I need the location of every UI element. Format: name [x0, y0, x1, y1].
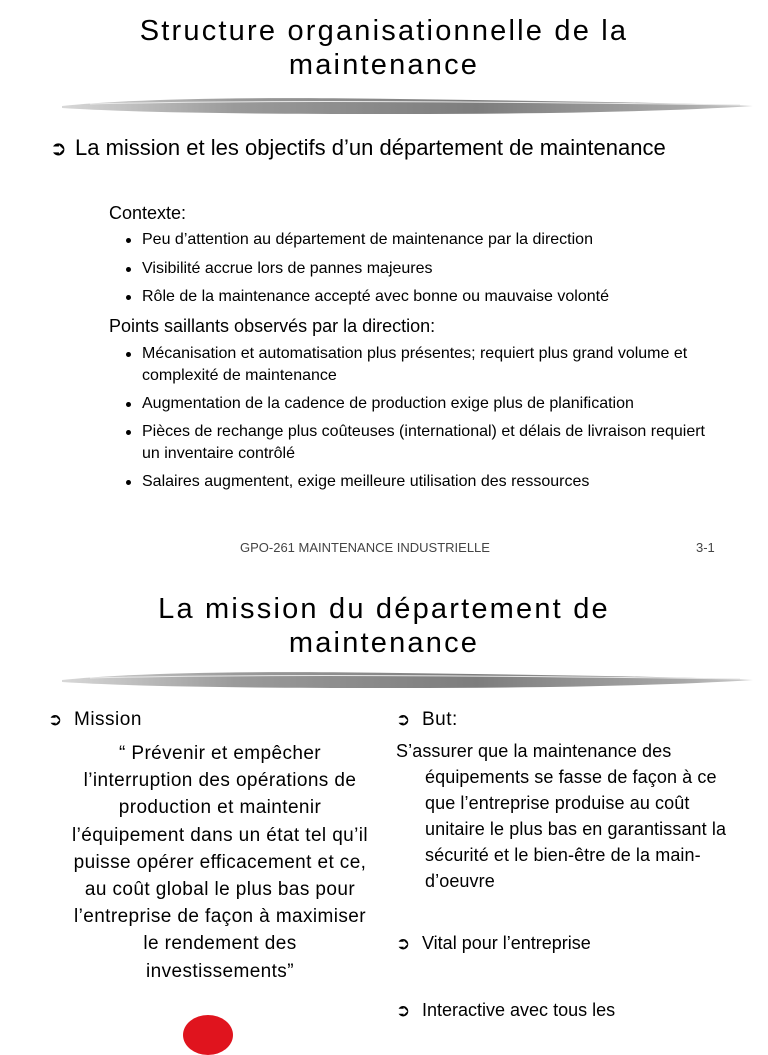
dot-icon	[126, 352, 131, 357]
vital-label: Vital pour l’entreprise	[422, 933, 591, 953]
list-item-text: Rôle de la maintenance accepté avec bonne ou mauvaise volonté	[142, 288, 609, 305]
slide-1-title-line1: Structure organisationnelle de la	[139, 15, 629, 47]
list-item	[124, 258, 724, 287]
but-label: But:	[422, 709, 458, 730]
interactive-item	[396, 997, 615, 1023]
list-item-text: Pièces de rechange plus coûteuses (international) et délais de livraison requiert un inventaire contrôlé	[142, 423, 705, 462]
title-underline-brush	[60, 666, 755, 696]
dot-icon	[126, 480, 131, 485]
slide-1-title	[40, 14, 728, 82]
list-item	[124, 471, 724, 493]
slide-2-title-line1: La mission du département de	[158, 593, 610, 625]
title-underline-brush	[60, 92, 755, 122]
arrow-bullet-icon: ➲	[48, 710, 63, 730]
points-list	[124, 343, 724, 499]
list-item-text: Salaires augmentent, exige meilleure utilisation des ressources	[142, 473, 590, 490]
section-heading-text: La mission et les objectifs d’un département de maintenance	[75, 135, 666, 160]
dot-icon	[126, 238, 131, 243]
list-item	[124, 286, 724, 315]
arrow-bullet-icon: ➲	[396, 934, 411, 954]
mission-heading	[48, 708, 142, 732]
mission-label: Mission	[74, 709, 142, 730]
dot-icon	[126, 402, 131, 407]
slide-1-title-line2: maintenance	[288, 49, 480, 81]
points-label: Points saillants observés par la direction:	[109, 316, 436, 336]
dot-icon	[126, 267, 131, 272]
section-heading	[50, 132, 690, 163]
footer-page-number: 3-1	[696, 540, 715, 555]
slide-2	[0, 580, 768, 1024]
but-heading	[396, 708, 458, 732]
list-item-text: Visibilité accrue lors de pannes majeures	[142, 259, 433, 277]
arrow-bullet-icon: ➲	[396, 710, 411, 730]
list-item-text: Peu d’attention au département de maintenance par la direction	[142, 231, 593, 248]
red-circle-shape	[183, 1015, 233, 1055]
list-item-text: Mécanisation et automatisation plus présentes; requiert plus grand volume et complexité de maintenance	[142, 345, 688, 384]
contexte-list	[124, 229, 724, 315]
dot-icon	[126, 430, 131, 435]
slide-2-title-line2: maintenance	[288, 627, 480, 659]
footer-course: GPO-261 MAINTENANCE INDUSTRIELLE	[240, 540, 490, 555]
mission-quote: “ Prévenir et empêcher l’interruption des opérations de production et maintenir l’équipement dans un état tel qu’il puisse opérer efficacement et ce, au coût global le plus bas pour l’entreprise de façon à maximiser le rendement des investissements”	[71, 743, 369, 982]
slide-2-title	[40, 592, 728, 660]
list-item	[124, 343, 724, 387]
but-description: S’assurer que la maintenance des équipements se fasse de façon à ce que l’entreprise produise au coût unitaire le plus bas en garantissant la sécurité et le bien-être de la main-d’oeuvre	[396, 741, 727, 891]
contexte-label: Contexte:	[109, 203, 187, 223]
dot-icon	[126, 295, 131, 300]
list-item	[124, 229, 724, 258]
list-item	[124, 393, 724, 415]
arrow-bullet-icon: ➲	[50, 136, 67, 160]
interactive-label: Interactive avec tous les	[422, 1000, 616, 1020]
vital-item	[396, 930, 591, 956]
list-item	[124, 421, 724, 465]
list-item-text: Augmentation de la cadence de production exige plus de planification	[142, 395, 634, 412]
arrow-bullet-icon: ➲	[396, 1001, 411, 1021]
